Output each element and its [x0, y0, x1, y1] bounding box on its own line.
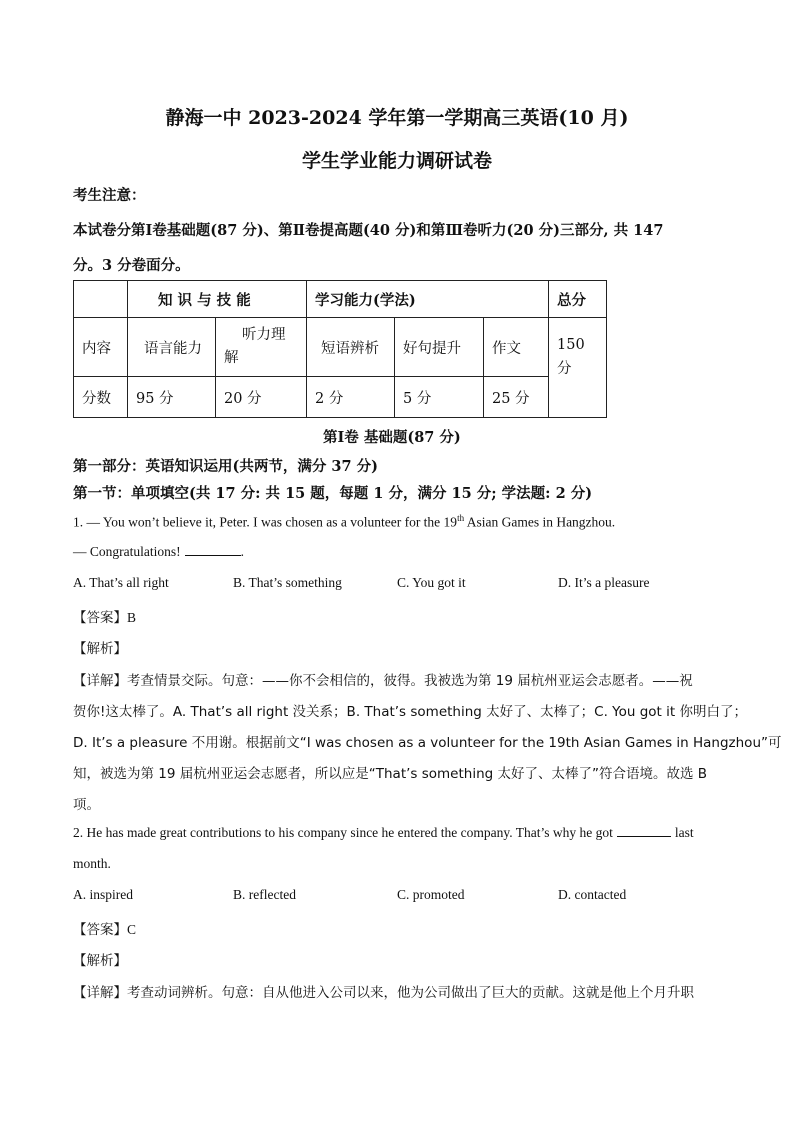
option-d: D. It’s a pleasure: [558, 575, 650, 590]
score-writing: 25 分: [492, 390, 530, 407]
answer-blank: [617, 825, 671, 837]
detail-1-line-2: 贺你!这太棒了。A. That’s all right 没关系；B. That’s something 太好了、太棒了；C. You got it 你明白了；: [73, 704, 747, 720]
detail-1-line-1: 【详解】考查情景交际。句意：——你不会相信的，彼得。我被选为第 19 届杭州亚运会志愿者。——祝: [73, 673, 693, 689]
detail-label: 【详解】: [73, 673, 127, 689]
analysis-label: 【解析】: [73, 953, 127, 969]
cell-listening-line2: 解: [224, 350, 239, 366]
cell-phrase: 短语辨析: [321, 340, 379, 357]
option-c: C. promoted: [397, 887, 465, 902]
detail-1-line-4: 知，被选为第 19 届杭州亚运会志愿者，所以应是“That’s something 太好了、太棒了”符合语境。故选 B: [73, 766, 708, 782]
superscript-th: th: [457, 513, 465, 523]
total-unit: 分: [557, 360, 572, 377]
analysis-label: 【解析】: [73, 641, 127, 657]
answer-blank: [185, 544, 241, 556]
section1-title: 第一节：单项填空(共 17 分: 共 15 题，每题 1 分，满分 15 分; 学法题: 2 分): [73, 485, 593, 502]
header-knowledge: 知 识 与 技 能: [158, 291, 251, 309]
header-ability: 学习能力(学法): [315, 291, 416, 309]
cell-listening-line1: 听力理: [242, 327, 286, 343]
detail-label: 【详解】: [73, 985, 127, 1001]
option-c: C. You got it: [397, 575, 466, 590]
question-2-text: 2. He has made great contributions to his company since he entered the company. That’s why he got: [73, 825, 613, 840]
question-2-stem-line-2: month.: [73, 856, 111, 871]
option-a: A. That’s all right: [73, 575, 169, 590]
answer-label: 【答案】: [73, 922, 127, 938]
answer-1: [73, 606, 136, 626]
question-1-reply: — Congratulations! .: [73, 544, 244, 559]
table-row: [74, 377, 607, 418]
question-2-stem: 2. He has made great contributions to his company since he entered the company. That’s why he got last: [73, 825, 694, 840]
score-listening: 20 分: [224, 390, 262, 407]
table-cell-empty: [74, 281, 128, 318]
question-1-stem: [73, 513, 615, 531]
answer-2: [73, 918, 136, 938]
detail-1-line-3: D. It’s a pleasure 不用谢。根据前文“I was chosen as a volunteer for the 19th Asian Games in Hangzhou”可: [73, 735, 782, 751]
question-1-text-end: Asian Games in Hangzhou.: [464, 514, 616, 530]
question-1-reply-text: — Congratulations!: [73, 544, 181, 559]
notice-line-1: 本试卷分第Ⅰ卷基础题(87 分)、第Ⅱ卷提高题(40 分)和第Ⅲ卷听力(20 分)三部分, 共 147: [73, 222, 664, 239]
score-sentence: 5 分: [403, 390, 432, 407]
table-row: [74, 318, 607, 377]
row-label-score: 分数: [82, 390, 111, 407]
page-subtitle: 学生学业能力调研试卷: [301, 150, 492, 172]
header-total: 总分: [557, 291, 586, 309]
cell-writing: 作文: [492, 340, 521, 357]
notice-line-2: 分。3 分卷面分。: [73, 257, 190, 274]
score-table: [73, 280, 607, 418]
detail-2-line-1: 【详解】考查动词辨析。句意：自从他进入公司以来，他为公司做出了巨大的贡献。这就是他上个月升职: [73, 985, 694, 1001]
option-b: B. reflected: [233, 887, 296, 902]
volume-title: 第Ⅰ卷 基础题(87 分): [323, 429, 461, 446]
option-b: B. That’s something: [233, 575, 342, 590]
page-title: 静海一中 2023-2024 学年第一学期高三英语(10 月): [165, 107, 629, 129]
answer-value: B: [127, 610, 137, 625]
notice-heading: 考生注意：: [73, 187, 146, 204]
total-value: 150: [557, 336, 585, 353]
detail-1-line-5: 项。: [73, 797, 100, 813]
score-phrase: 2 分: [315, 390, 344, 407]
answer-value: C: [127, 922, 137, 937]
answer-label: 【答案】: [73, 610, 127, 626]
table-row: [74, 281, 607, 318]
part1-title: 第一部分：英语知识运用(共两节，满分 37 分): [73, 458, 378, 475]
score-language: 95 分: [136, 390, 174, 407]
question-1-text: 1. — You won’t believe it, Peter. I was chosen as a volunteer for the 19: [73, 514, 458, 530]
cell-sentence: 好句提升: [403, 340, 461, 357]
cell-language: 语言能力: [144, 340, 202, 357]
option-a: A. inspired: [73, 887, 133, 902]
option-d: D. contacted: [558, 887, 627, 902]
row-label-content: 内容: [82, 340, 111, 357]
